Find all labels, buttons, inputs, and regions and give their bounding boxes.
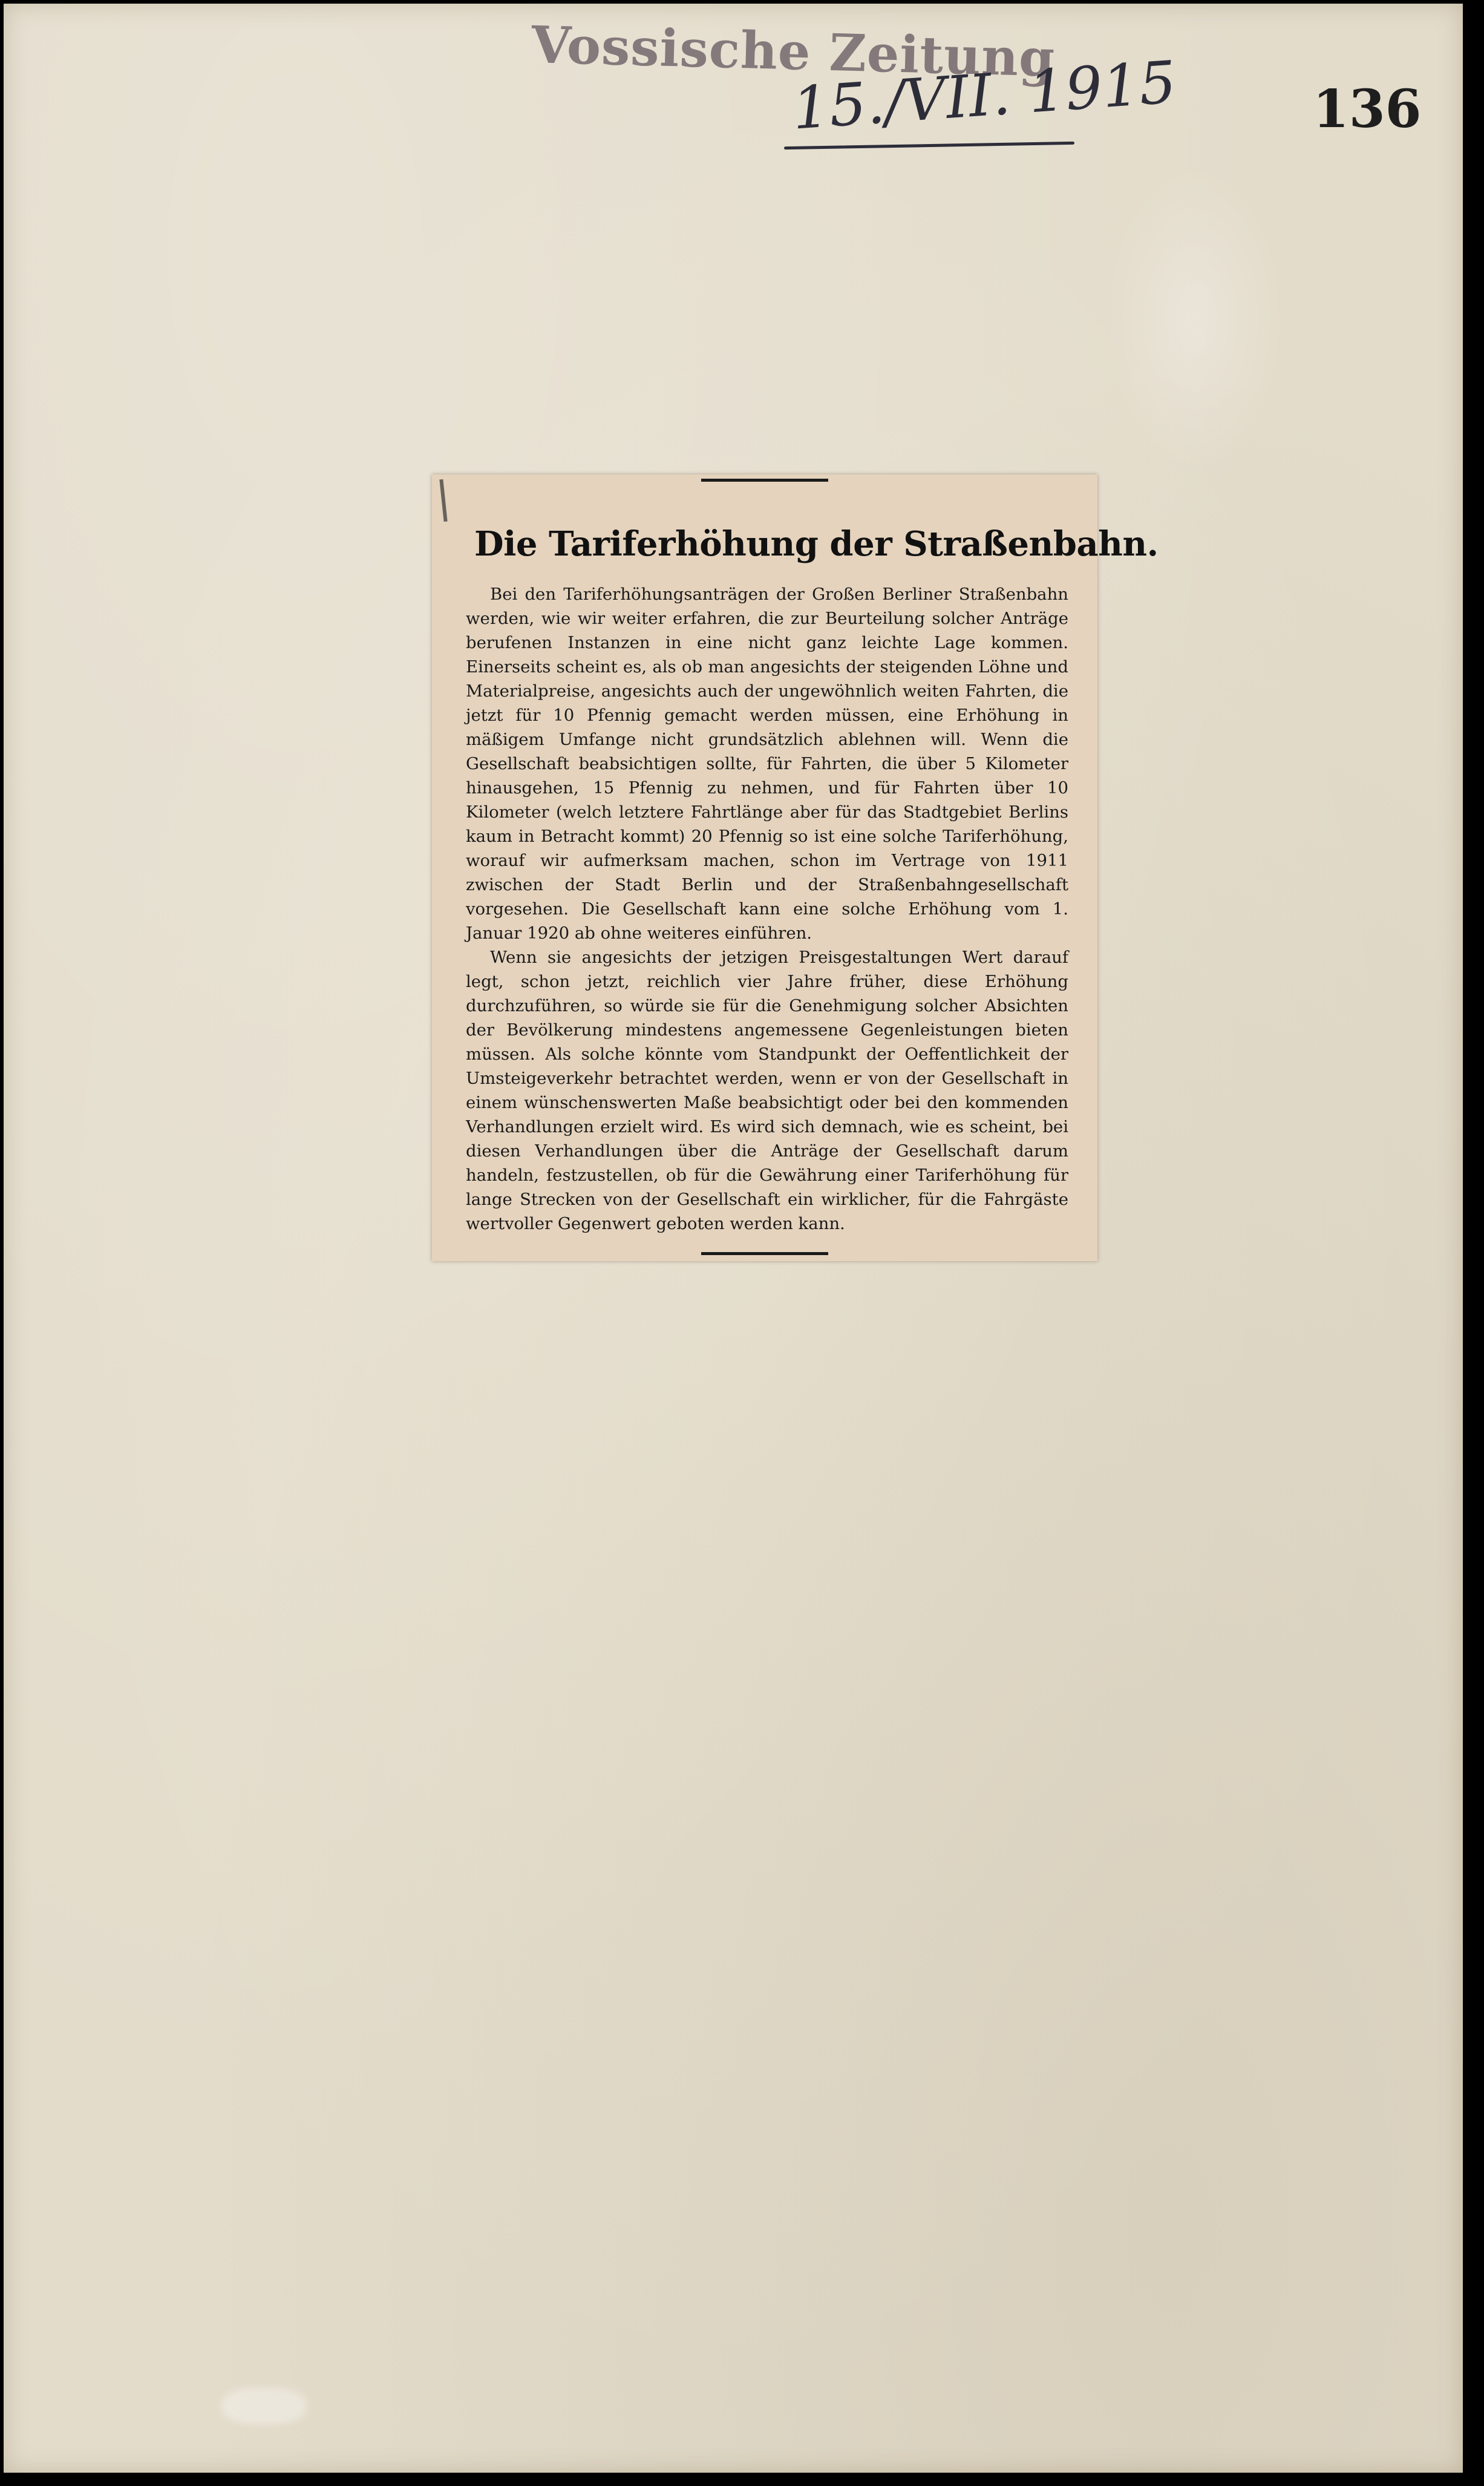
- page-number: 136: [1313, 79, 1422, 140]
- archive-sheet: [4, 4, 1463, 2473]
- handwritten-date: 15./VII. 1915: [790, 48, 1178, 143]
- article-headline: Die Tariferhöhung der Straßenbahn.: [474, 524, 1159, 564]
- newspaper-stamp: Vossische Zeitung: [531, 15, 1056, 88]
- newspaper-clipping: [432, 474, 1159, 1261]
- tape-residue: [221, 2388, 306, 2424]
- article-paragraph-1: Bei den Tariferhöhungsanträgen der Großen Berliner Straßenbahn werden, wie wir weiter erfahren, die zur Beurteilung solcher Anträge berufenen Instanzen in eine nicht ganz leichte Lage kommen. Einerseits scheint es, als ob man angesichts der steigenden Löhne und Materialpreise, angesichts auch der ungewöhnlich weiten Fahrten, die jetzt für 10 Pfennig gemacht werden müssen, eine Erhöhung in mäßigem Umfange nicht grundsätzlich ablehnen will. Wenn die Gesellschaft beabsichtigen sollte, für Fahrten, die über 5 Kilometer hinausgehen, 15 Pfennig zu nehmen, und für Fahrten über 10 Kilometer (welch letztere Fahrtlänge aber für das Stadtgebiet Berlins kaum in Betracht kommt) 20 Pfennig so ist eine solche Tariferhöhung, worauf wir aufmerksam machen, schon im Vertrage von 1911 zwischen der Stadt Berlin und der Straßenbahngesellschaft vorgesehen. Die Gesellschaft kann eine solche Erhöhung vom 1. Januar 1920 ab ohne weiteres einführen.: [466, 585, 1068, 943]
- pencil-mark: [439, 479, 447, 522]
- paper-wrinkle: [1105, 161, 1286, 476]
- date-underline: [784, 142, 1074, 149]
- clipping-top-rule: [701, 479, 828, 482]
- article-paragraph-2: Wenn sie angesichts der jetzigen Preisgestaltungen Wert darauf legt, schon jetzt, reichlich vier Jahre früher, diese Erhöhung durchzuführen, so würde sie für die Genehmigung solcher Absichten der Bevölkerung mindestens angemessene Gegenleistungen bieten müssen. Als solche könnte vom Standpunkt der Oeffentlichkeit der Umsteigeverkehr betrachtet werden, wenn er von der Gesellschaft in einem wünschenswerten Maße beabsichtigt oder bei den kommenden Verhandlungen erzielt wird. Es wird sich demnach, wie es scheint, bei diesen Verhandlungen über die Anträge der Gesellschaft darum handeln, festzustellen, ob für die Gewährung einer Tariferhöhung für lange Strecken von der Gesellschaft ein wirklicher, für die Fahrgäste wertvoller Gegenwert geboten werden kann.: [466, 948, 1068, 1233]
- clipping-bottom-rule: [701, 1252, 828, 1255]
